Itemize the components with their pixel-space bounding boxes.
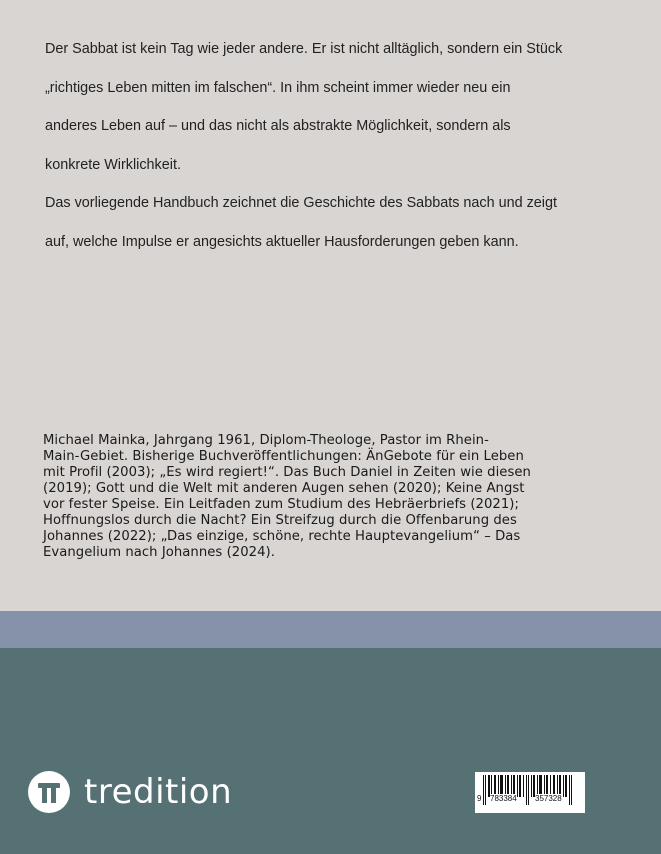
bio-line: (2019); Gott und die Welt mit anderen Augen sehen (2020); Keine Angst [43, 481, 525, 496]
tredition-logo-icon [28, 771, 70, 813]
accent-stripe [0, 611, 661, 648]
publisher-name: tredition [84, 772, 233, 812]
barcode-first-digit: 9 [477, 794, 482, 803]
barcode-digits-right: 357328 [535, 794, 562, 803]
bio-line: Hoffnungslos durch die Nacht? Ein Streifzug durch die Offenbarung des [43, 513, 517, 528]
blurb-line: konkrete Wirklichkeit. [45, 156, 181, 173]
blurb-line: Der Sabbat ist kein Tag wie jeder andere. Er ist nicht alltäglich, sondern ein Stück [45, 41, 563, 57]
bio-line: Michael Mainka, Jahrgang 1961, Diplom-Theologe, Pastor im Rhein- [43, 433, 489, 448]
barcode-bars [475, 772, 585, 813]
blurb-line: Das vorliegende Handbuch zeichnet die Geschichte des Sabbats nach und zeigt [45, 195, 557, 212]
bio-line: Main-Gebiet. Bisherige Buchveröffentlichungen: ÄnGebote für ein Leben [43, 449, 524, 464]
isbn-barcode [475, 772, 585, 813]
blurb-line: auf, welche Impulse er angesichts aktueller Hausforderungen geben kann. [45, 233, 519, 250]
blurb-line: „richtiges Leben mitten im falschen“. In ihm scheint immer wieder neu ein [45, 79, 511, 96]
author-bio [43, 433, 603, 561]
barcode-digits-left: 783384 [490, 794, 517, 803]
blurb-line: anderes Leben auf – und das nicht als abstrakte Möglichkeit, sondern als [45, 118, 511, 135]
blurb-text [45, 30, 625, 262]
bio-line: Evangelium nach Johannes (2024). [43, 545, 275, 560]
bio-line: mit Profil (2003); „Es wird regiert!“. Das Buch Daniel in Zeiten wie diesen [43, 465, 531, 480]
publisher-band [0, 648, 661, 854]
bio-line: Johannes (2022); „Das einzige, schöne, rechte Hauptevangelium“ – Das [43, 529, 521, 544]
publisher-logo [28, 770, 232, 814]
bio-line: vor fester Speise. Ein Leitfaden zum Studium des Hebräerbriefs (2021); [43, 497, 519, 512]
